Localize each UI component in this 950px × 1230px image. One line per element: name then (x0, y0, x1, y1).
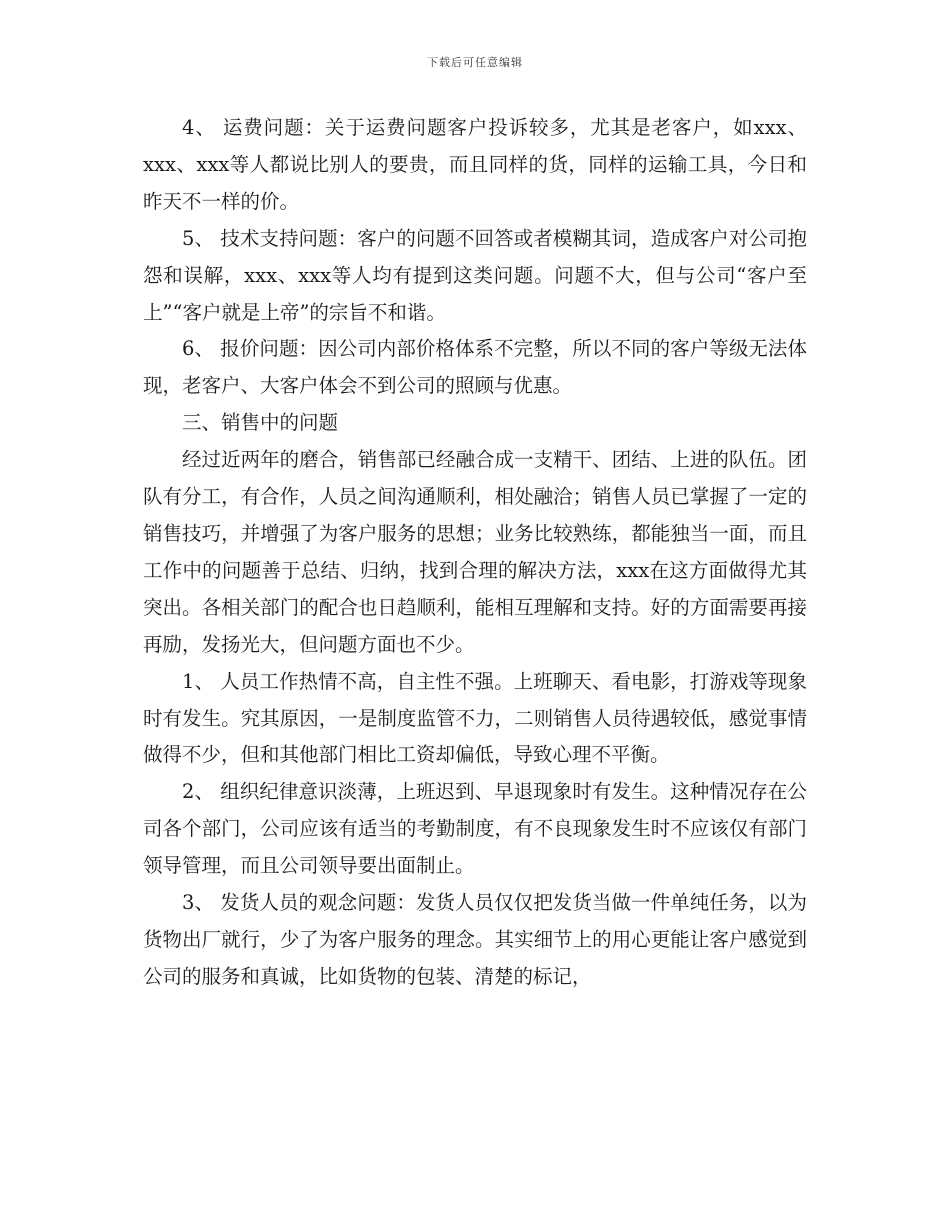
section-heading-sales-issues: 三、销售中的问题 (182, 411, 339, 435)
page-header: 下载后可任意编辑 (427, 56, 523, 69)
document-body (143, 110, 807, 996)
paragraph-shipping-staff: 3、 发货人员的观念问题：发货人员仅仅把发货当做一件单纯任务，以为货物出厂就行，少了为客户服务的理念。其实细节上的用心更能让客户感觉到公司的服务和真诚，比如货物的包装、清楚的标记， (143, 891, 807, 988)
paragraph-discipline: 2、 组织纪律意识淡薄，上班迟到、早退现象时有发生。这种情况存在公司各个部门，公司应该有适当的考勤制度，有不良现象发生时不应该仅有部门领导管理，而且公司领导要出面制止。 (143, 780, 807, 878)
paragraph-sales-overview: 经过近两年的磨合，销售部已经融合成一支精干、团结、上进的队伍。团队有分工，有合作，人员之间沟通顺利，相处融洽；销售人员已掌握了一定的销售技巧，并增强了为客户服务的思想；业务比较熟练，都能独当一面，而且工作中的问题善于总结、归纳，找到合理的解决方法，xxx在这方面做得尤其突出。各相关部门的配合也日趋顺利，能相互理解和支持。好的方面需要再接再励，发扬光大，但问题方面也不少。 (143, 448, 807, 656)
paragraph-staff-enthusiasm: 1、 人员工作热情不高，自主性不强。上班聊天、看电影，打游戏等现象时有发生。究其原因，一是制度监管不力，二则销售人员待遇较低，感觉事情做得不少，但和其他部门相比工资却偏低，导致心理不平衡。 (143, 669, 807, 767)
paragraph-tech-support-issue: 5、 技术支持问题：客户的问题不回答或者模糊其词，造成客户对公司抱怨和误解，xxx、xxx等人均有提到这类问题。问题不大，但与公司“客户至上”“客户就是上帝”的宗旨不和谐。 (143, 226, 807, 324)
paragraph-pricing-issue: 6、 报价问题：因公司内部价格体系不完整，所以不同的客户等级无法体现，老客户、大客户体会不到公司的照顾与优惠。 (143, 337, 807, 398)
paragraph-freight-issue: 4、 运费问题：关于运费问题客户投诉较多，尤其是老客户，如xxx、xxx、xxx等人都说比别人的要贵，而且同样的货，同样的运输工具，今日和昨天不一样的价。 (143, 116, 807, 213)
